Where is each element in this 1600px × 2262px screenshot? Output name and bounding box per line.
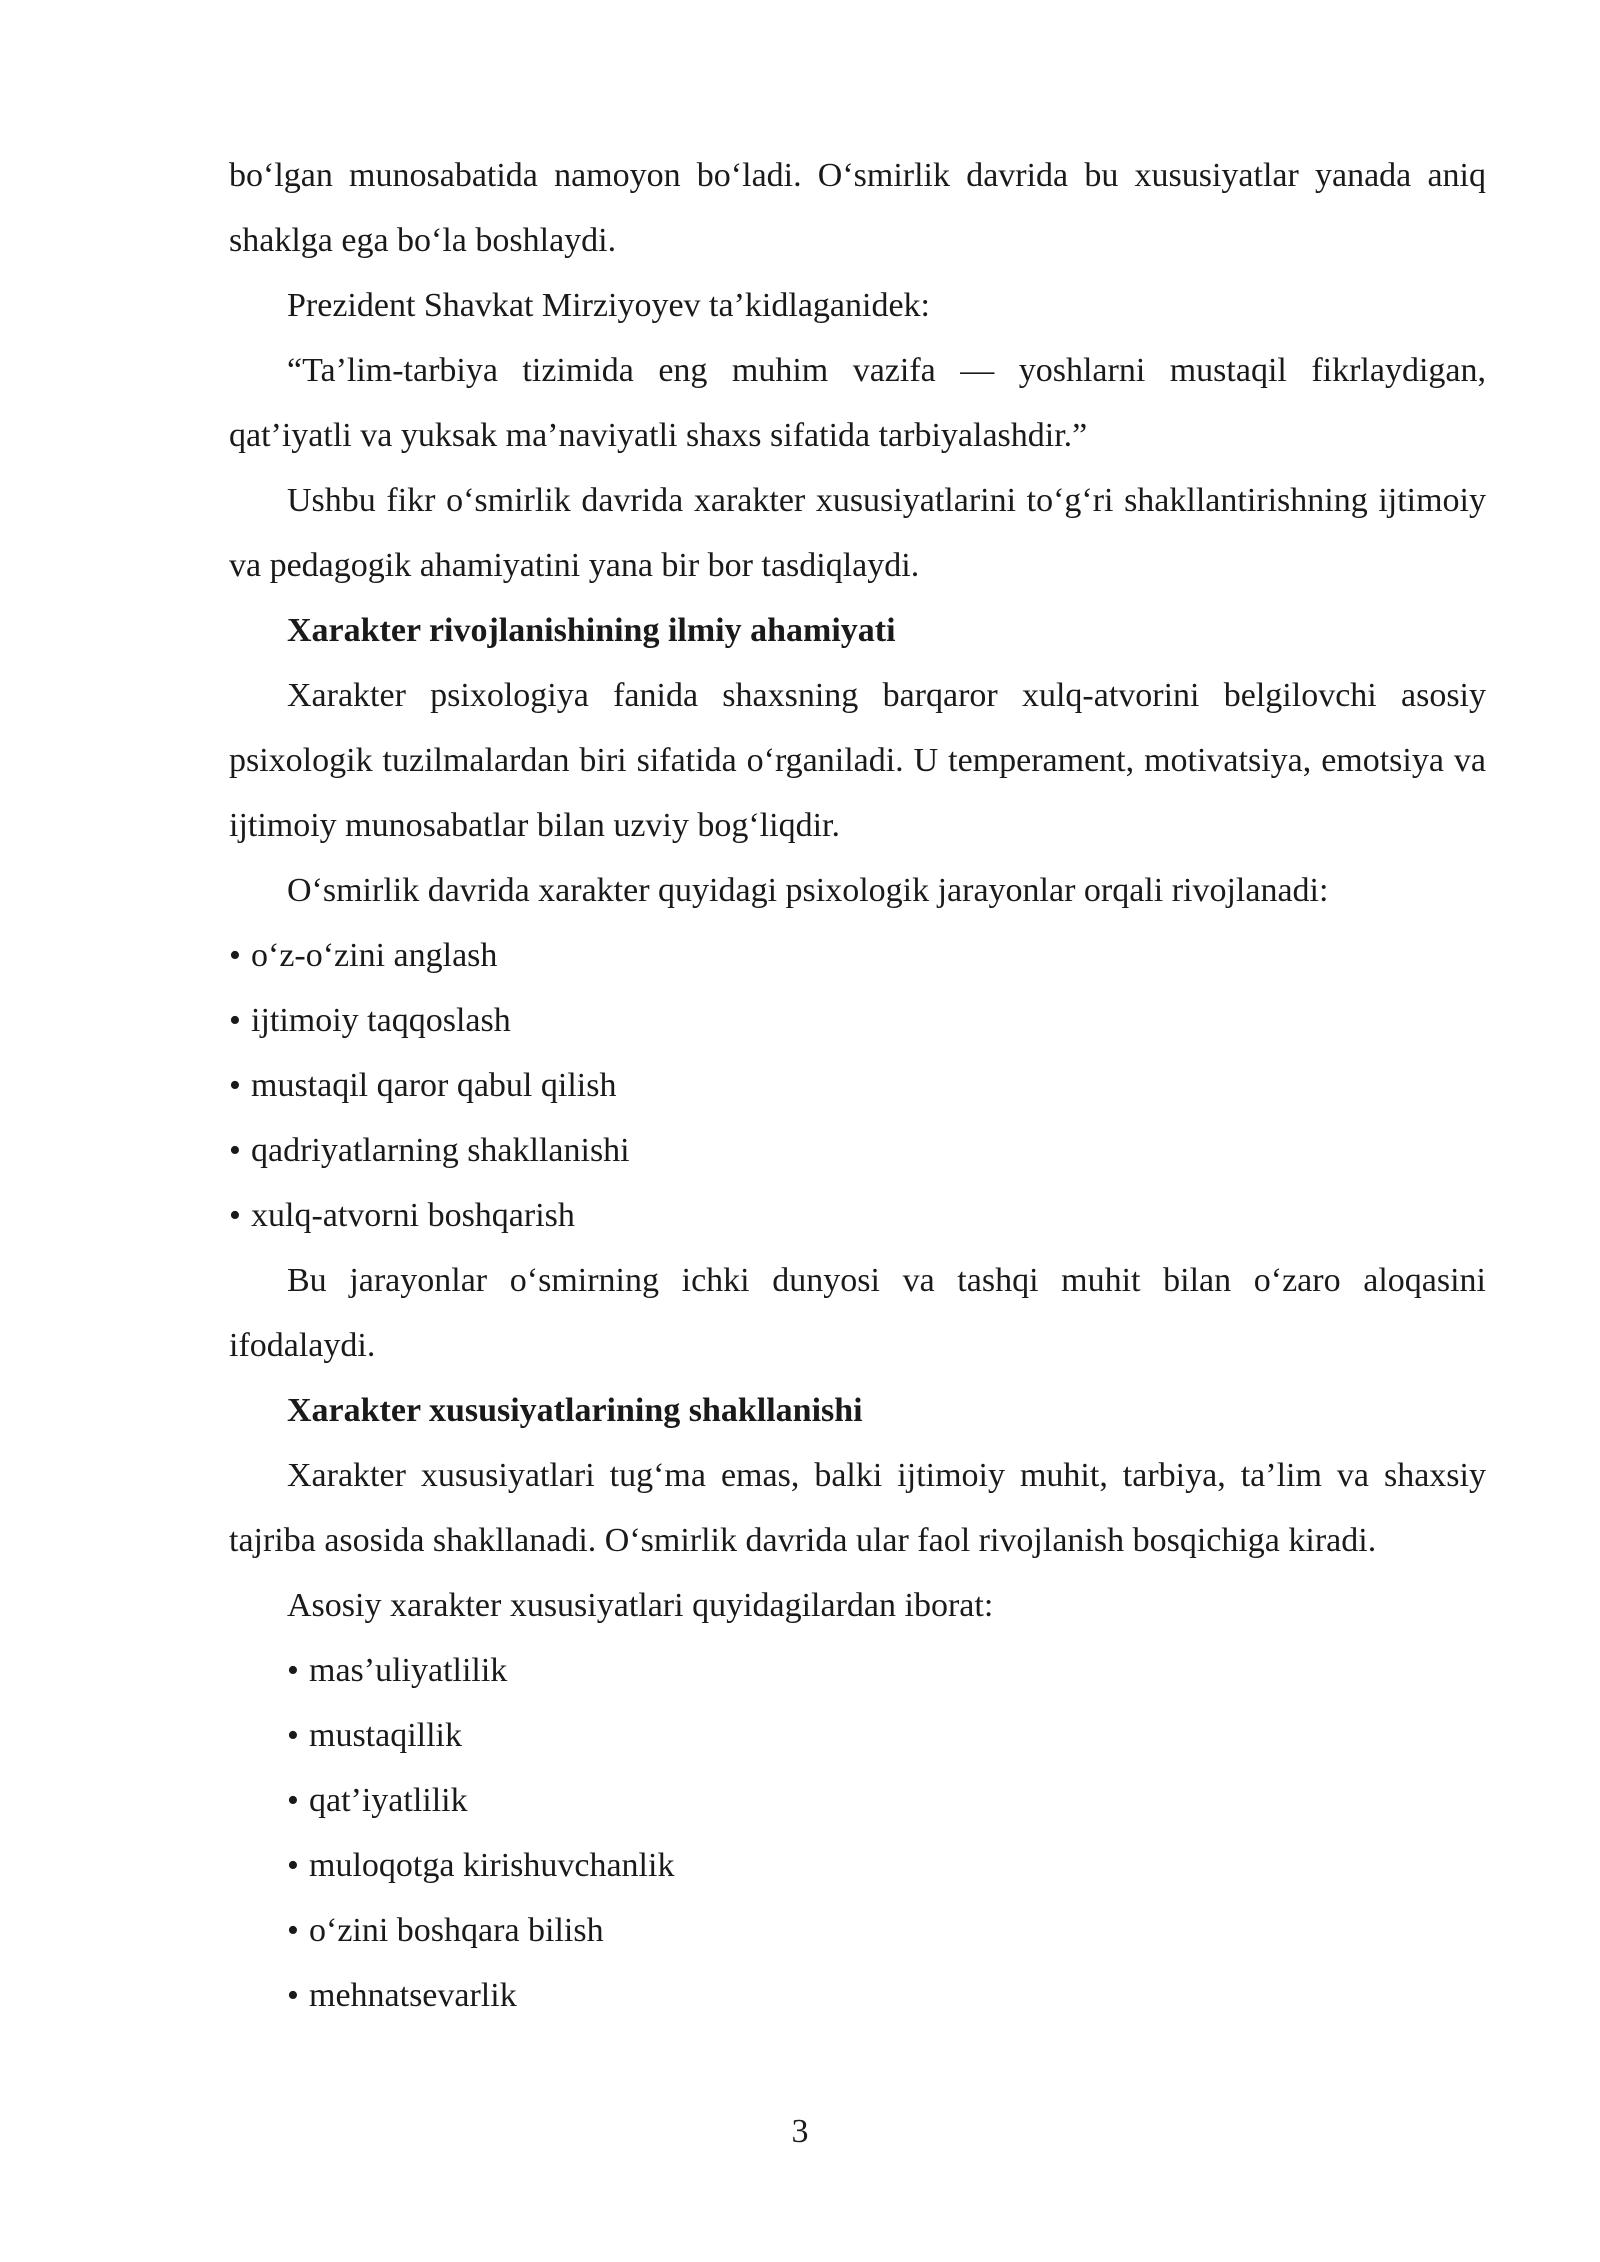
list-item — [229, 1053, 1486, 1118]
list-item-text: o‘zini boshqara bilish — [309, 1912, 604, 1949]
bullet-icon: • — [287, 1652, 299, 1689]
list-item — [229, 923, 1486, 988]
paragraph-continuation: bo‘lgan munosabatida namoyon bo‘ladi. O‘smirlik davrida bu xususiyatlar yanada aniq shaklga ega bo‘la boshlaydi. — [229, 157, 1486, 259]
bullet-icon: • — [287, 1782, 299, 1819]
section-heading-scientific-importance: Xarakter rivojlanishining ilmiy ahamiyati — [287, 612, 896, 649]
list-item-text: o‘z-o‘zini anglash — [251, 937, 498, 974]
bullet-icon: • — [287, 1847, 299, 1884]
list-item-text: muloqotga kirishuvchanlik — [309, 1847, 675, 1884]
page-number: 3 — [791, 2113, 809, 2150]
list-item — [229, 1703, 1486, 1768]
quote-paragraph: “Ta’lim-tarbiya tizimida eng muhim vazifa — yoshlarni mustaqil fikrlaydigan, qat’iyatli va yuksak ma’naviyatli shaxs sifatida tarbiyalashdir.” — [229, 352, 1486, 454]
list-item — [229, 1963, 1486, 2028]
bullet-icon: • — [287, 1717, 299, 1754]
list-item — [229, 1638, 1486, 1703]
list-item — [229, 1183, 1486, 1248]
paragraph-processes-summary: Bu jarayonlar o‘smirning ichki dunyosi va tashqi muhit bilan o‘zaro aloqasini ifodalaydi. — [229, 1262, 1486, 1364]
bullet-icon: • — [287, 1912, 299, 1949]
paragraph-significance: Ushbu fikr o‘smirlik davrida xarakter xususiyatlarini to‘g‘ri shakllantirishning ijtimoiy va pedagogik ahamiyatini yana bir bor tasdiqlaydi. — [229, 482, 1486, 584]
list-item — [229, 1118, 1486, 1183]
process-list — [229, 923, 1486, 1248]
list-item-text: mehnatsevarlik — [309, 1977, 517, 2014]
list-item — [229, 1768, 1486, 1833]
list-item-text: ijtimoiy taqqoslash — [251, 1002, 511, 1039]
list-item-text: qadriyatlarning shakllanishi — [251, 1132, 630, 1169]
list-item-text: mustaqil qaror qabul qilish — [251, 1067, 617, 1104]
section-heading-trait-formation: Xarakter xususiyatlarining shakllanishi — [287, 1392, 863, 1429]
bullet-icon: • — [229, 1002, 241, 1039]
bullet-icon: • — [229, 937, 241, 974]
list-item — [229, 988, 1486, 1053]
list-item — [229, 1833, 1486, 1898]
bullet-icon: • — [287, 1977, 299, 2014]
paragraph-president-intro: Prezident Shavkat Mirziyoyev ta’kidlaganidek: — [287, 287, 930, 324]
traits-list — [229, 1638, 1486, 2028]
list-item-text: xulq-atvorni boshqarish — [251, 1197, 575, 1234]
list-item — [229, 1898, 1486, 1963]
list-item-text: mustaqillik — [309, 1717, 462, 1754]
paragraph-development-processes: O‘smirlik davrida xarakter quyidagi psixologik jarayonlar orqali rivojlanadi: — [287, 872, 1329, 909]
paragraph-character-definition: Xarakter psixologiya fanida shaxsning barqaror xulq-atvorini belgilovchi asosiy psixologik tuzilmalardan biri sifatida o‘rganiladi. U temperament, motivatsiya, emotsiya va ijtimoiy munosabatlar bilan uzviy bog‘liqdir. — [229, 677, 1486, 844]
paragraph-trait-formation: Xarakter xususiyatlari tug‘ma emas, balki ijtimoiy muhit, tarbiya, ta’lim va shaxsiy tajriba asosida shakllanadi. O‘smirlik davrida ular faol rivojlanish bosqichiga kiradi. — [229, 1457, 1486, 1559]
bullet-icon: • — [229, 1132, 241, 1169]
bullet-icon: • — [229, 1197, 241, 1234]
paragraph-main-traits-intro: Asosiy xarakter xususiyatlari quyidagilardan iborat: — [287, 1587, 994, 1624]
bullet-icon: • — [229, 1067, 241, 1104]
document-body — [229, 143, 1486, 2028]
list-item-text: mas’uliyatlilik — [309, 1652, 508, 1689]
list-item-text: qat’iyatlilik — [309, 1782, 468, 1819]
